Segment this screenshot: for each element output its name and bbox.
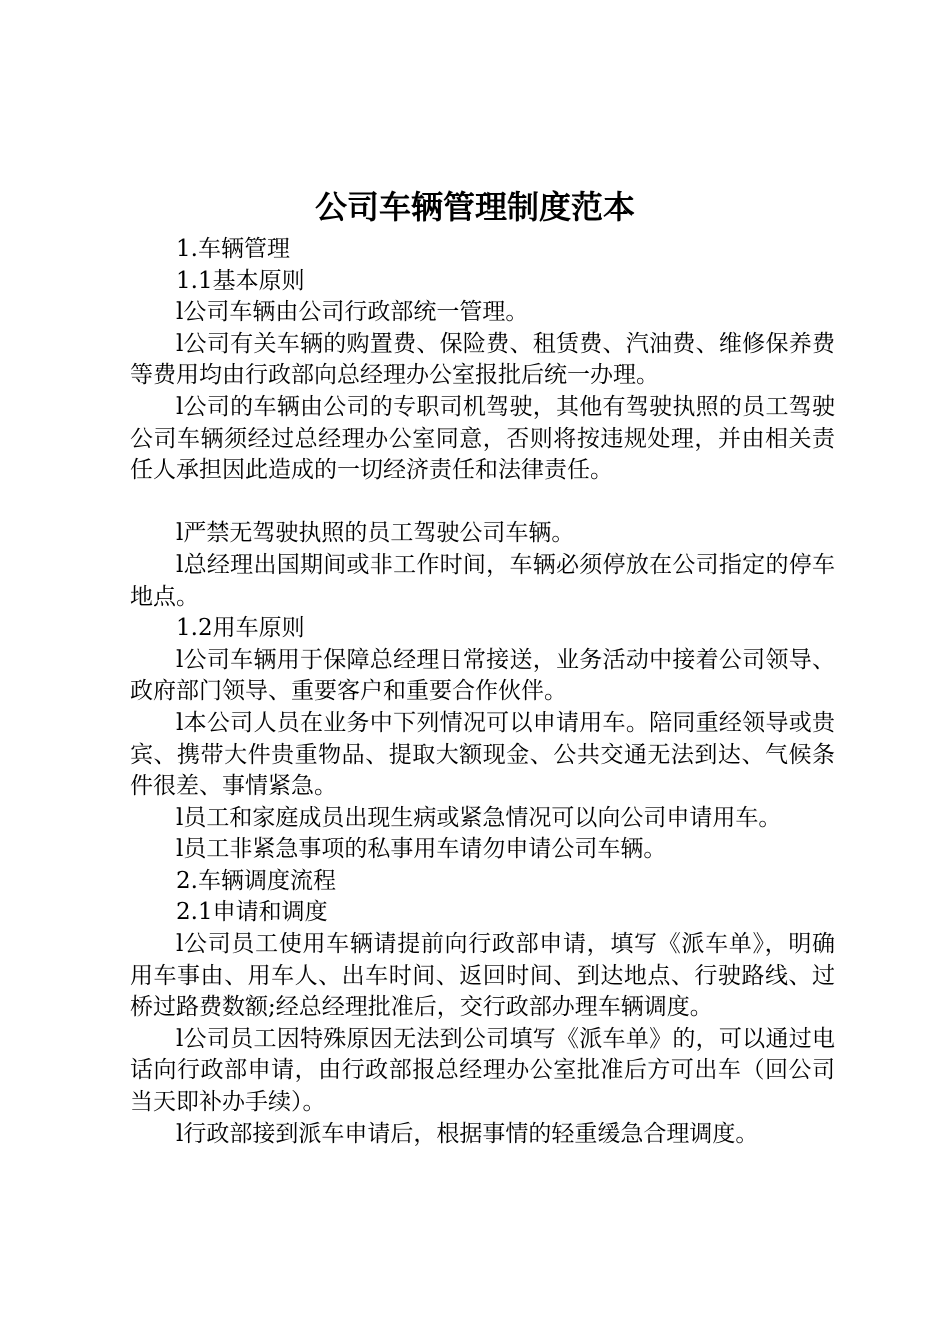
paragraph: l严禁无驾驶执照的员工驾驶公司车辆。 bbox=[176, 520, 575, 547]
section-heading: 2.车辆调度流程 bbox=[176, 867, 336, 894]
paragraph: l公司的车辆由公司的专职司机驾驶，其他有驾驶执照的员工驾驶公司车辆须经过总经理办公室同意，否则将按违规处理，并由相关责任人承担因此造成的一切经济责任和法律责任。 bbox=[130, 393, 835, 484]
paragraph: l公司员工因特殊原因无法到公司填写《派车单》的，可以通过电话向行政部申请，由行政部报总经理办公室批准后方可出车（回公司当天即补办手续）。 bbox=[130, 1025, 835, 1116]
paragraph: l总经理出国期间或非工作时间，车辆必须停放在公司指定的停车地点。 bbox=[130, 551, 835, 610]
document-body bbox=[130, 234, 835, 1150]
document-title: 公司车辆管理制度范本 bbox=[314, 188, 635, 226]
paragraph: l员工非紧急事项的私事用车请勿申请公司车辆。 bbox=[176, 836, 667, 863]
subsection-heading: 1.2用车原则 bbox=[176, 615, 305, 642]
subsection-heading: 1.1基本原则 bbox=[176, 267, 305, 294]
paragraph: l员工和家庭成员出现生病或紧急情况可以向公司申请用车。 bbox=[176, 804, 782, 831]
subsection-heading: 2.1申请和调度 bbox=[176, 899, 328, 926]
paragraph: l本公司人员在业务中下列情况可以申请用车。陪同重经领导或贵宾、携带大件贵重物品、提取大额现金、公共交通无法到达、气候条件很差、事情紧急。 bbox=[130, 709, 835, 800]
section-heading: 1.车辆管理 bbox=[176, 236, 290, 262]
paragraph: l公司有关车辆的购置费、保险费、租赁费、汽油费、维修保养费等费用均由行政部向总经理办公室报批后统一办理。 bbox=[130, 330, 835, 389]
paragraph: l公司车辆由公司行政部统一管理。 bbox=[176, 299, 529, 326]
paragraph: l公司车辆用于保障总经理日常接送，业务活动中接着公司领导、政府部门领导、重要客户和重要合作伙伴。 bbox=[130, 646, 835, 705]
paragraph: l公司员工使用车辆请提前向行政部申请，填写《派车单》，明确用车事由、用车人、出车时间、返回时间、到达地点、行驶路线、过桥过路费数额;经总经理批准后，交行政部办理车辆调度。 bbox=[130, 931, 835, 1021]
paragraph: l行政部接到派车申请后，根据事情的轻重缓急合理调度。 bbox=[176, 1120, 759, 1147]
